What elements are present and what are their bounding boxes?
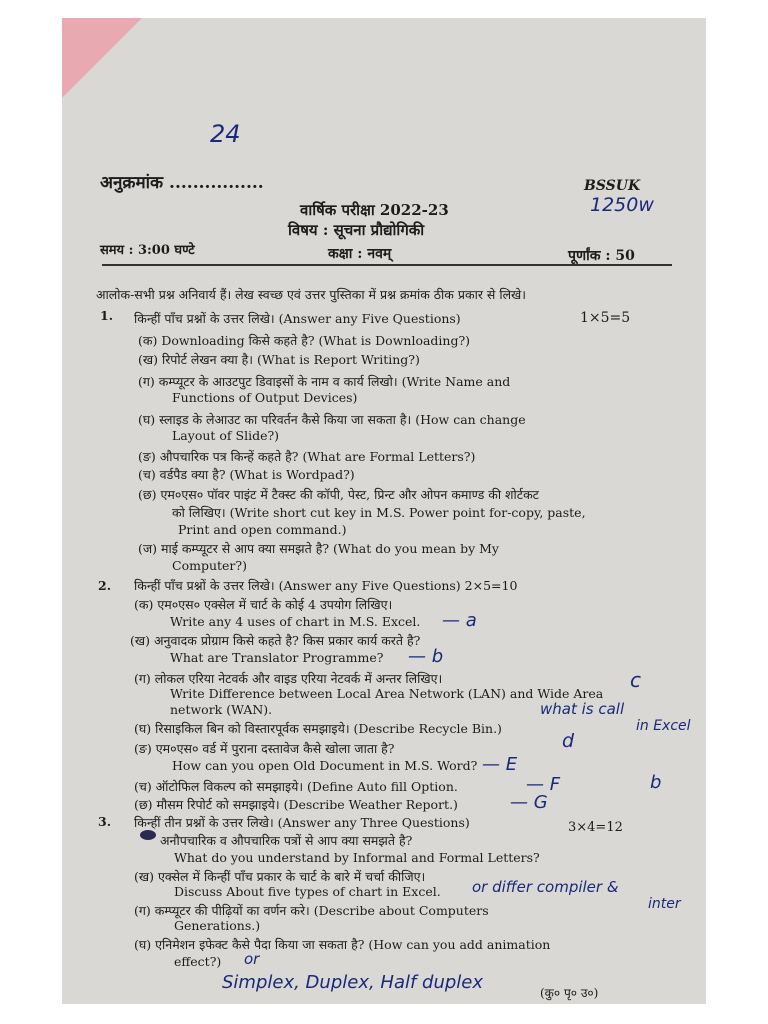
handwritten-what-is-call: what is call: [540, 700, 625, 718]
max-marks: पूर्णांक : 50: [568, 248, 635, 264]
q3-item: अनौपचारिक व औपचारिक पत्रों से आप क्या समझते है?: [160, 833, 413, 848]
q1-item: (ज) माई कम्प्यूटर से आप क्या समझते है? (What do you mean by My: [138, 541, 499, 556]
q1-item: को लिखिए। (Write short cut key in M.S. Power point for-copy, paste,: [172, 505, 586, 520]
q2-item: (च) ऑटोफिल विकल्प को समझाइये। (Define Auto fill Option.: [134, 779, 458, 794]
q3-text: किन्हीं तीन प्रश्नों के उत्तर लिखे। (Answer any Three Questions): [134, 815, 470, 830]
q2-item: (ख) अनुवादक प्रोग्राम किसे कहते है? किस प्रकार कार्य करते है?: [130, 633, 421, 648]
q2-item: (ङ) एम०एस० वर्ड में पुराना दस्तावेज कैसे खोला जाता है?: [134, 741, 395, 756]
q3-item: Generations.): [174, 918, 261, 933]
q1-item: Computer?): [172, 558, 247, 573]
q2-number: 2.: [98, 578, 112, 593]
handwritten-inter: inter: [648, 896, 681, 912]
class-label: कक्षा : नवम्: [328, 246, 392, 262]
handwritten-a: — a: [442, 610, 477, 631]
exam-paper: [62, 18, 706, 1004]
handwritten-g: — G: [510, 792, 548, 813]
paper-code: BSSUK: [584, 178, 641, 194]
handwritten-f: — F: [526, 774, 561, 795]
handwritten-or: or: [244, 950, 260, 968]
q1-item: (छ) एम०एस० पॉवर पाइंट में टैक्स्ट की कॉपी, पेस्ट, प्रिन्ट और ओपन कमाण्ड की शोर्टकट: [138, 487, 539, 502]
handwritten-d: d: [562, 730, 575, 752]
q3-item: effect?): [174, 954, 222, 969]
pink-paper-corner: [62, 18, 142, 98]
q3-item: What do you understand by Informal and Formal Letters?: [174, 850, 540, 865]
handwritten-24: 24: [210, 120, 241, 148]
q2-item: (छ) मौसम रिपोर्ट को समझाइये। (Describe Weather Report.): [134, 797, 458, 812]
q2-item: What are Translator Programme?: [170, 650, 384, 665]
q3-item: (ख) एक्सेल में किन्हीं पाँच प्रकार के चार्ट के बारे में चर्चा कीजिए।: [134, 869, 426, 884]
q1-text: किन्हीं पाँच प्रश्नों के उत्तर लिखे। (Answer any Five Questions): [134, 311, 461, 326]
q2-item: network (WAN).: [170, 702, 273, 717]
q1-item: Print and open command.): [178, 522, 347, 537]
q3-number: 3.: [98, 814, 112, 829]
q1-item: (ग) कम्प्यूटर के आउटपुट डिवाइसों के नाम व कार्य लिखो। (Write Name and: [138, 374, 511, 389]
q1-item: (च) वर्डपैड क्या है? (What is Wordpad?): [138, 467, 355, 482]
exam-title: वार्षिक परीक्षा 2022-23: [300, 201, 449, 219]
time-allowed: समय : 3:00 घण्टे: [100, 243, 195, 258]
subject: विषय : सूचना प्रौद्योगिकी: [288, 221, 425, 239]
roll-number-label: अनुक्रमांक ................: [100, 173, 264, 193]
handwritten-1250w: 1250w: [590, 194, 654, 216]
handwritten-b: — b: [408, 646, 444, 667]
handwritten-h: b: [650, 772, 662, 793]
header-rule: [102, 264, 672, 266]
q2-item: (ग) लोकल एरिया नेटवर्क और वाइड एरिया नेटवर्क में अन्तर लिखिए।: [134, 671, 443, 686]
handwritten-or-differ: or differ compiler &: [472, 878, 619, 896]
q1-item: Functions of Output Devices): [172, 390, 358, 405]
q1-item: (क) Downloading किसे कहते है? (What is Downloading?): [138, 333, 471, 348]
handwritten-simplex-duplex: Simplex, Duplex, Half duplex: [222, 972, 484, 993]
q2-item: Write any 4 uses of chart in M.S. Excel.: [170, 614, 421, 629]
q1-item: (घ) स्लाइड के लेआउट का परिवर्तन कैसे किया जा सकता है। (How can change: [138, 412, 526, 427]
handwritten-c: c: [630, 668, 641, 692]
q3-item: (घ) एनिमेशन इफेक्ट कैसे पैदा किया जा सकता है? (How can you add animation: [134, 937, 551, 952]
ink-blot: [140, 830, 156, 840]
q1-number: 1.: [100, 308, 114, 323]
q3-item: (ग) कम्प्यूटर की पीढ़ियों का वर्णन करे। (Describe about Computers: [134, 903, 489, 918]
page-continued-note: (कु० पृ० उ०): [540, 986, 599, 1000]
q2-item: (क) एम०एस० एक्सेल में चार्ट के कोई 4 उपयोग लिखिए।: [134, 597, 393, 612]
instruction: आलोक-सभी प्रश्न अनिवार्य हैं। लेख स्वच्छ एवं उत्तर पुस्तिका में प्रश्न क्रमांक ठीक प्रकार से लिखे।: [96, 287, 527, 302]
q1-item: Layout of Slide?): [172, 428, 280, 443]
q1-item: (ख) रिपोर्ट लेखन क्या है। (What is Report Writing?): [138, 352, 420, 367]
q3-marks: 3×4=12: [568, 820, 623, 835]
q3-item: Discuss About five types of chart in Excel.: [174, 884, 441, 899]
handwritten-in-excel: in Excel: [636, 718, 691, 734]
q2-item: Write Difference between Local Area Network (LAN) and Wide Area: [170, 686, 604, 701]
q1-marks: 1×5=5: [580, 310, 631, 326]
q1-item: (ङ) औपचारिक पत्र किन्हें कहते है? (What are Formal Letters?): [138, 449, 476, 464]
q2-text: किन्हीं पाँच प्रश्नों के उत्तर लिखे। (Answer any Five Questions) 2×5=10: [134, 578, 518, 593]
q2-item: How can you open Old Document in M.S. Word?: [172, 758, 478, 773]
q2-item: (घ) रिसाइकिल बिन को विस्तारपूर्वक समझाइये। (Describe Recycle Bin.): [134, 721, 502, 736]
handwritten-e: — E: [482, 754, 518, 775]
